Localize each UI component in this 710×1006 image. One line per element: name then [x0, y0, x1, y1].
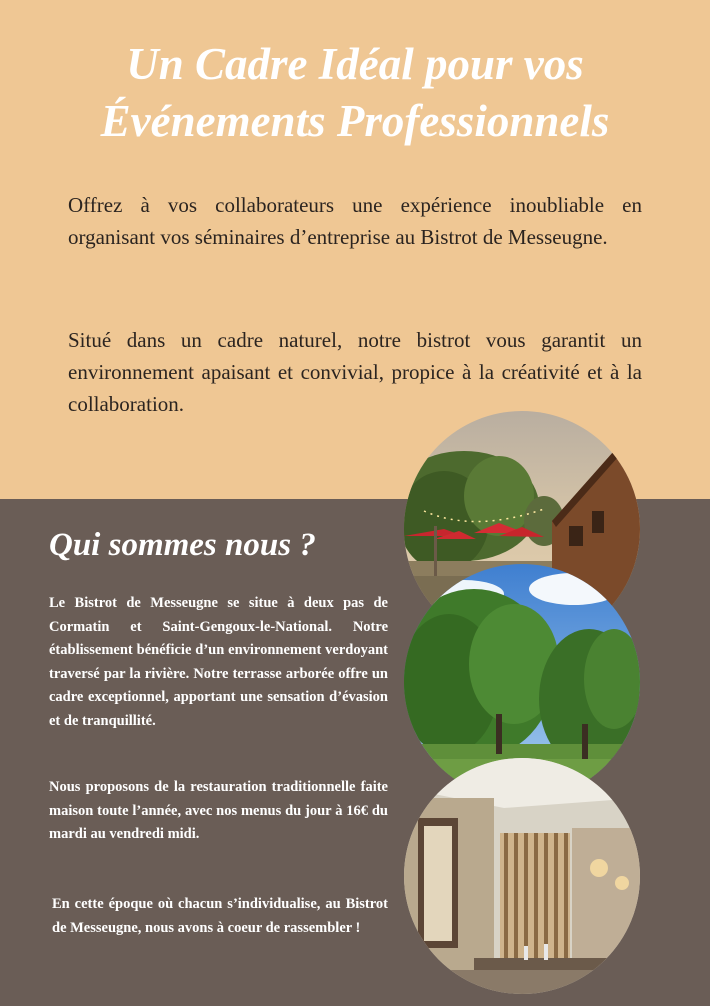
about-paragraph-1: Le Bistrot de Messeugne se situe à deux pas de Cormatin et Saint-Gengoux-le-National. Notre établissement bénéficie d’un environnement verdoyant traversé par la rivière. Notre terrasse arborée offre un cadre exceptionnel, apportant une sensation d’évasion et de tranquillité.	[49, 595, 388, 729]
intro-paragraph-2: Situé dans un cadre naturel, notre bistrot vous garantit un environnement apaisant et convivial, propice à la créativité et à la collaboration.	[68, 328, 642, 416]
about-paragraph-2: Nous proposons de la restauration traditionnelle faite maison toute l’année, avec nos menus du jour à 16€ du mardi au vendredi midi.	[49, 779, 388, 842]
page-title-line-2: Événements Professionnels	[100, 96, 610, 146]
dining-room-photo	[404, 758, 640, 994]
page-title	[40, 36, 670, 150]
about-paragraph-3: En cette époque où chacun s’individualise, au Bistrot de Messeugne, nous avons à coeur de rassembler !	[52, 896, 388, 936]
page-title-line-1: Un Cadre Idéal pour vos	[126, 39, 584, 89]
intro-paragraph-1: Offrez à vos collaborateurs une expérience inoubliable en organisant vos séminaires d’entreprise au Bistrot de Messeugne.	[68, 193, 642, 249]
about-heading: Qui sommes nous ?	[49, 527, 316, 563]
